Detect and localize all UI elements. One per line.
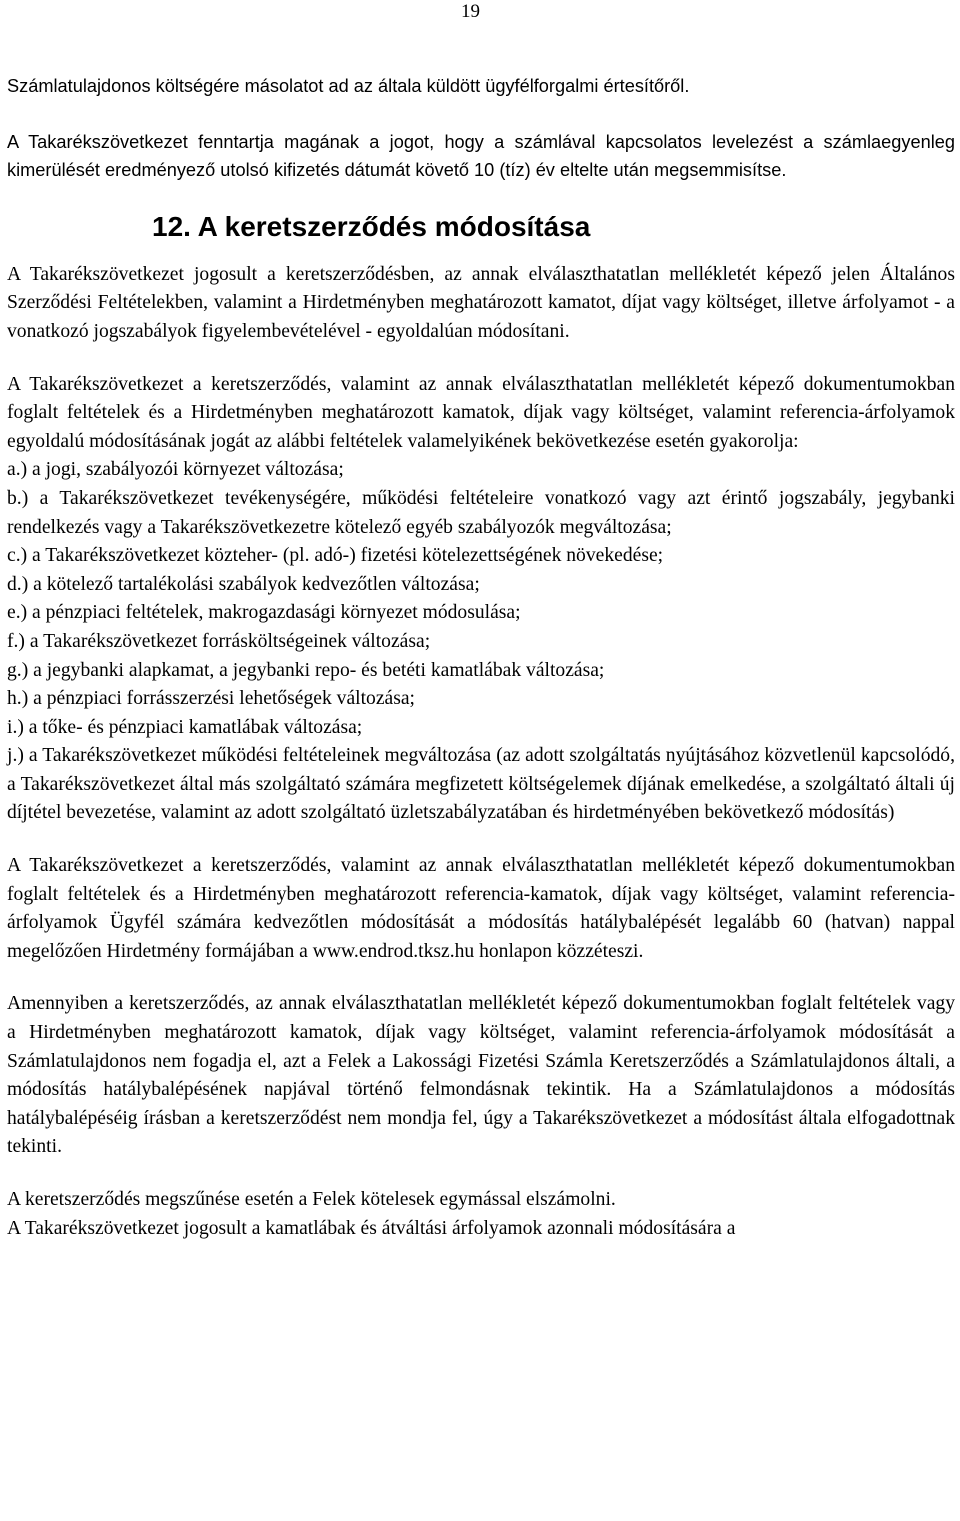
condition-item-i: i.) a tőke- és pénzpiaci kamatlábak változása; [7,716,363,738]
paragraph-publication-notice: A Takarékszövetkezet a keretszerződés, valamint az annak elválaszthatatlan mellékletét képező dokumentumokban foglalt feltételek és a Hirdetményben meghatározott referencia-kamatok, díjak vagy költséget, valamint referencia-árfolyamok Ügyfél számára kedvezőtlen módosítását a módosítás hatálybalépését legalább 60 (hatvan) nappal megelőzően Hirdetmény formájában a www.endrod.tksz.hu honlapon közzéteszi. [7,855,955,962]
conditions-list [7,456,955,828]
page-number: 19 [461,1,480,22]
condition-item-j: j.) a Takarékszövetkezet működési feltételeinek megváltozása (az adott szolgáltatás nyújtásához közvetlenül kapcsolódó, a Takarékszövetkezet által más szolgáltató számára megfizetett költségelemek díjának emelkedése, a szolgáltató általi új díjtétel bevezetése, valamint az adott szolgáltató üzletszabályzatában és hirdetményében bekövetkező módosítás) [7,745,955,824]
paragraph-acceptance-rule: Amennyiben a keretszerződés, az annak elválaszthatatlan mellékletét képező dokumentumokban foglalt feltételek vagy a Hirdetményben meghatározott kamatok, díjak vagy költséget, valamint referencia-árfolyamok módosítását a Számlatulajdonos nem fogadja el, azt a Felek a Lakossági Fizetési Számla Keretszerződés a Számlatulajdonos általi, a módosítás hatálybalépésének napjával történő felmondásnak tekintik. Ha a Számlatulajdonos a módosítás hatálybalépéséig írásban a keretszerződést nem mondja fel, úgy a Takarékszövetkezet a módosítást általa elfogadottnak tekinti. [7,993,955,1158]
condition-item-f: f.) a Takarékszövetkezet forrásköltségeinek változása; [7,630,431,652]
paragraph-modification-right: A Takarékszövetkezet jogosult a keretszerződésben, az annak elválaszthatatlan mellékletét képező jelen Általános Szerződési Feltételekben, valamint a Hirdetményben meghatározott kamatot, díjat vagy költséget, illetve árfolyamot - a vonatkozó jogszabályok figyelembevételével - egyoldalúan módosítani. [7,263,955,342]
paragraph-record-retention: A Takarékszövetkezet fenntartja magának a jogot, hogy a számlával kapcsolatos levelezést a számlaegyenleg kimerülését eredményező utolsó kifizetés dátumát követő 10 (tíz) év eltelte után megsemmisítse. [7,131,955,181]
section-heading: 12. A keretszerződés módosítása [152,210,591,242]
paragraph-conditions-intro: A Takarékszövetkezet a keretszerződés, valamint az annak elválaszthatatlan mellékletét képező dokumentumokban foglalt feltételek és a Hirdetményben meghatározott kamatok, díjak vagy költséget, valamint referencia-árfolyamok egyoldalú módosításának jogát az alábbi feltételek valamelyikének bekövetkezése esetén gyakorolja: [7,373,955,452]
condition-item-e: e.) a pénzpiaci feltételek, makrogazdasági környezet módosulása; [7,602,521,624]
condition-item-g: g.) a jegybanki alapkamat, a jegybanki repo- és betéti kamatlábak változása; [7,659,605,681]
paragraph-statement-copy: Számlatulajdonos költségére másolatot ad az általa küldött ügyfélforgalmi értesítőről. [7,76,690,96]
paragraph-immediate-modification: A Takarékszövetkezet jogosult a kamatlábak és átváltási árfolyamok azonnali módosítására a [7,1217,736,1239]
condition-item-b: b.) a Takarékszövetkezet tevékenységére, működési feltételeire vonatkozó vagy azt érintő jogszabály, jegybanki rendelkezés vagy a Takarékszövetkezetre kötelező egyéb szabályozók megváltozása; [7,487,955,538]
paragraph-settlement: A keretszerződés megszűnése esetén a Felek kötelesek egymással elszámolni. [7,1189,616,1210]
condition-item-a: a.) a jogi, szabályozói környezet változása; [7,459,344,481]
condition-item-c: c.) a Takarékszövetkezet közteher- (pl. adó-) fizetési kötelezettségének növekedése; [7,545,664,567]
condition-item-h: h.) a pénzpiaci forrásszerzési lehetőségek változása; [7,688,415,710]
document-body [7,72,955,1243]
condition-item-d: d.) a kötelező tartalékolási szabályok kedvezőtlen változása; [7,573,480,595]
